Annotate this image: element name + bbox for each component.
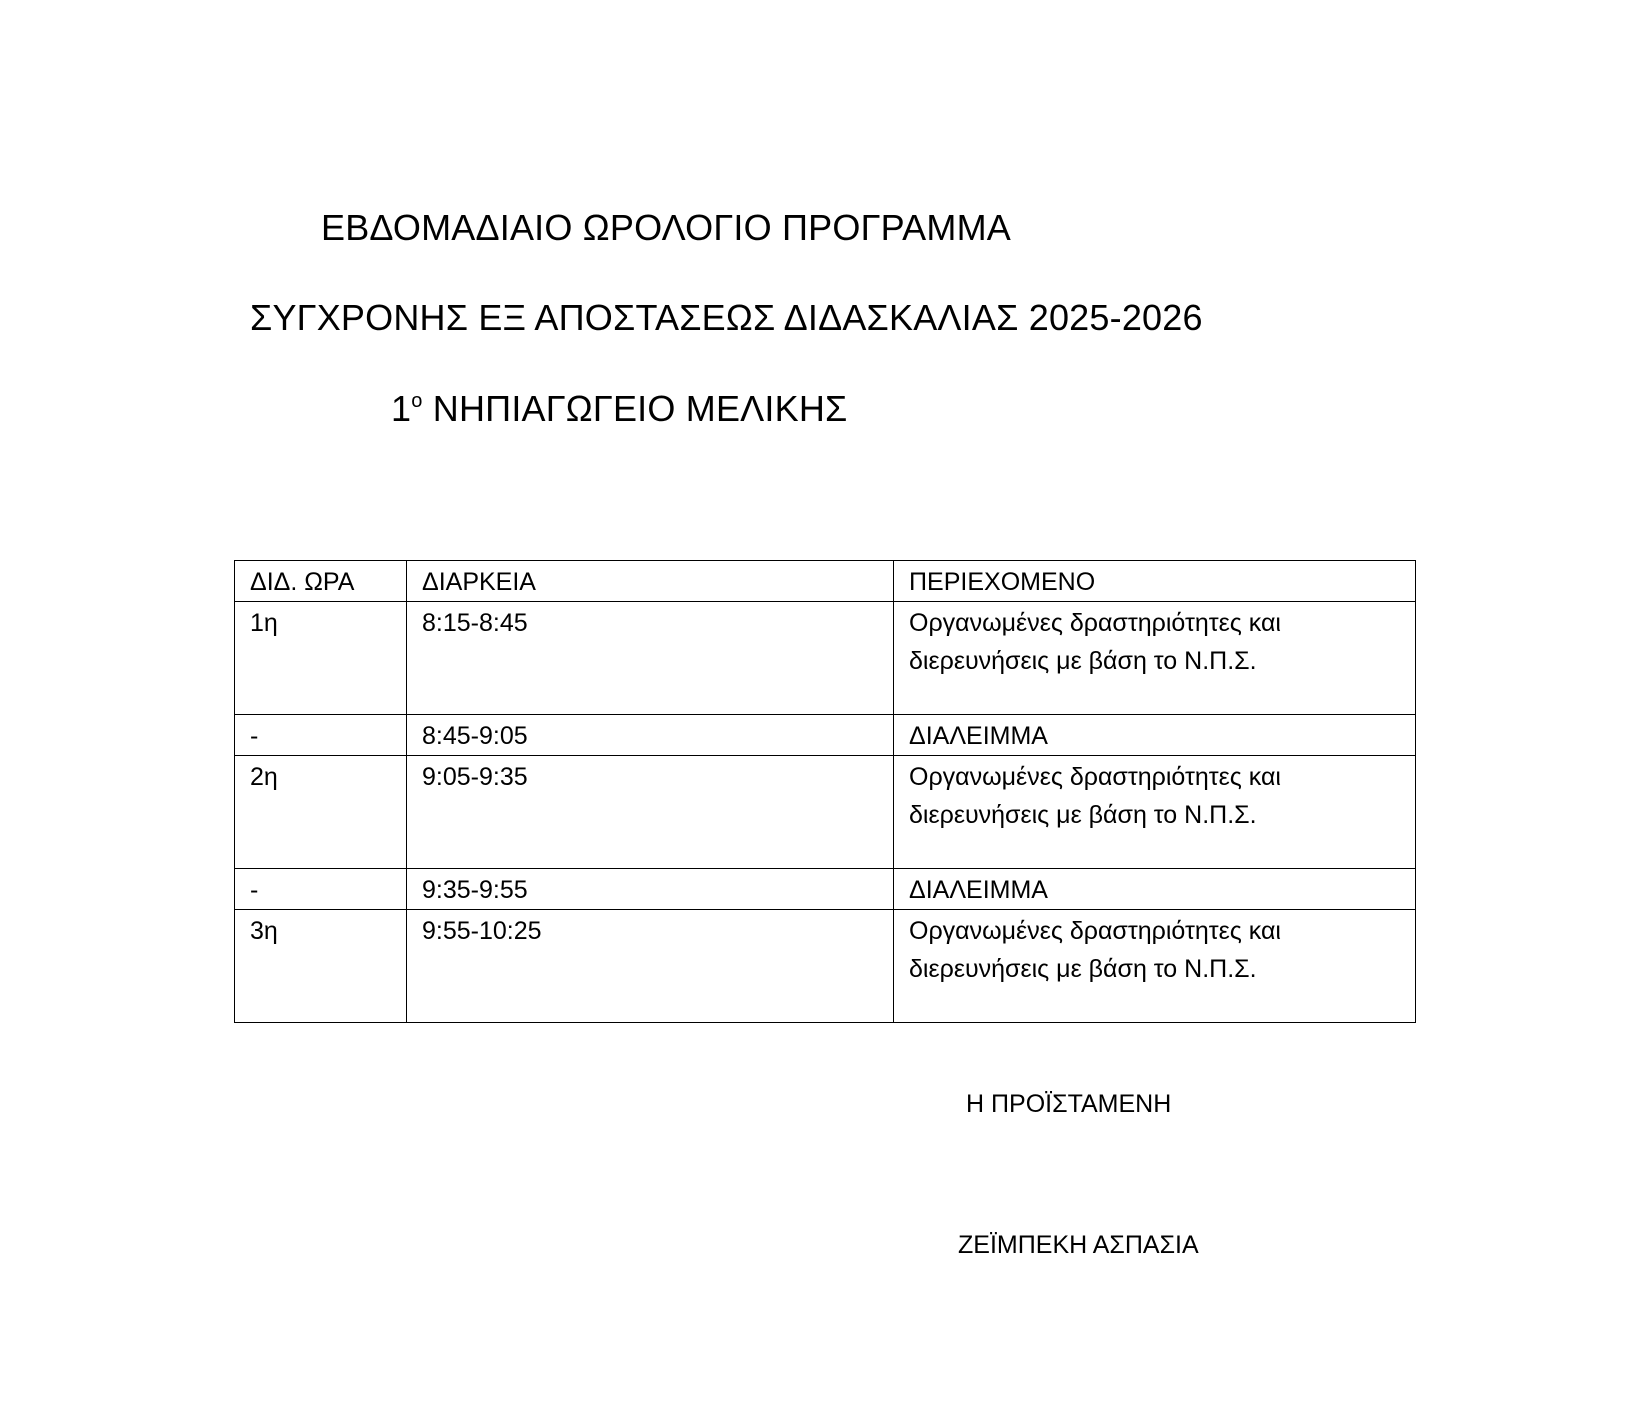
signature-name: ΖΕΪΜΠΕΚΗ ΑΣΠΑΣΙΑ bbox=[958, 1231, 1199, 1259]
header-duration: ΔΙΑΡΚΕΙΑ bbox=[407, 561, 894, 602]
table-row bbox=[235, 602, 1416, 715]
cell-duration: 9:35-9:55 bbox=[407, 869, 894, 910]
school-number: 1 bbox=[391, 388, 412, 429]
cell-content bbox=[894, 910, 1416, 1023]
header-content: ΠΕΡΙΕΧΟΜΕΝΟ bbox=[894, 561, 1416, 602]
cell-duration: 8:45-9:05 bbox=[407, 715, 894, 756]
header-hour: ΔΙΔ. ΩΡΑ bbox=[235, 561, 407, 602]
content-line: ΔΙΑΛΕΙΜΜΑ bbox=[909, 876, 1048, 904]
cell-content bbox=[894, 715, 1416, 756]
school-name-heading bbox=[391, 388, 847, 430]
content-line: ΔΙΑΛΕΙΜΜΑ bbox=[909, 722, 1048, 750]
cell-hour: - bbox=[235, 715, 407, 756]
cell-hour: 1η bbox=[235, 602, 407, 715]
cell-content bbox=[894, 756, 1416, 869]
content-line: Οργανωμένες δραστηριότητες και bbox=[909, 609, 1281, 637]
document-title-line-1: ΕΒΔΟΜΑΔΙΑΙΟ ΩΡΟΛΟΓΙΟ ΠΡΟΓΡΑΜΜΑ bbox=[321, 207, 1011, 248]
cell-duration: 9:55-10:25 bbox=[407, 910, 894, 1023]
table-header-row bbox=[235, 561, 1416, 602]
school-name: ΝΗΠΙΑΓΩΓΕΙΟ ΜΕΛΙΚΗΣ bbox=[432, 388, 848, 429]
cell-hour: 3η bbox=[235, 910, 407, 1023]
document-title-line-2: ΣΥΓΧΡΟΝΗΣ ΕΞ ΑΠΟΣΤΑΣΕΩΣ ΔΙΔΑΣΚΑΛΙΑΣ 2025-2026 bbox=[250, 297, 1203, 338]
content-line: διερευνήσεις με βάση το Ν.Π.Σ. bbox=[909, 647, 1257, 675]
cell-hour: 2η bbox=[235, 756, 407, 869]
cell-hour: - bbox=[235, 869, 407, 910]
ordinal-superscript: ο bbox=[411, 390, 423, 412]
table-row bbox=[235, 715, 1416, 756]
cell-duration: 9:05-9:35 bbox=[407, 756, 894, 869]
schedule-table bbox=[234, 560, 1416, 1023]
content-line: διερευνήσεις με βάση το Ν.Π.Σ. bbox=[909, 955, 1257, 983]
table-row bbox=[235, 910, 1416, 1023]
cell-content bbox=[894, 602, 1416, 715]
signature-role: Η ΠΡΟΪΣΤΑΜΕΝΗ bbox=[966, 1090, 1172, 1118]
table-row bbox=[235, 869, 1416, 910]
content-line: Οργανωμένες δραστηριότητες και bbox=[909, 917, 1281, 945]
cell-duration: 8:15-8:45 bbox=[407, 602, 894, 715]
cell-content bbox=[894, 869, 1416, 910]
table-row bbox=[235, 756, 1416, 869]
content-line: Οργανωμένες δραστηριότητες και bbox=[909, 763, 1281, 791]
content-line: διερευνήσεις με βάση το Ν.Π.Σ. bbox=[909, 801, 1257, 829]
